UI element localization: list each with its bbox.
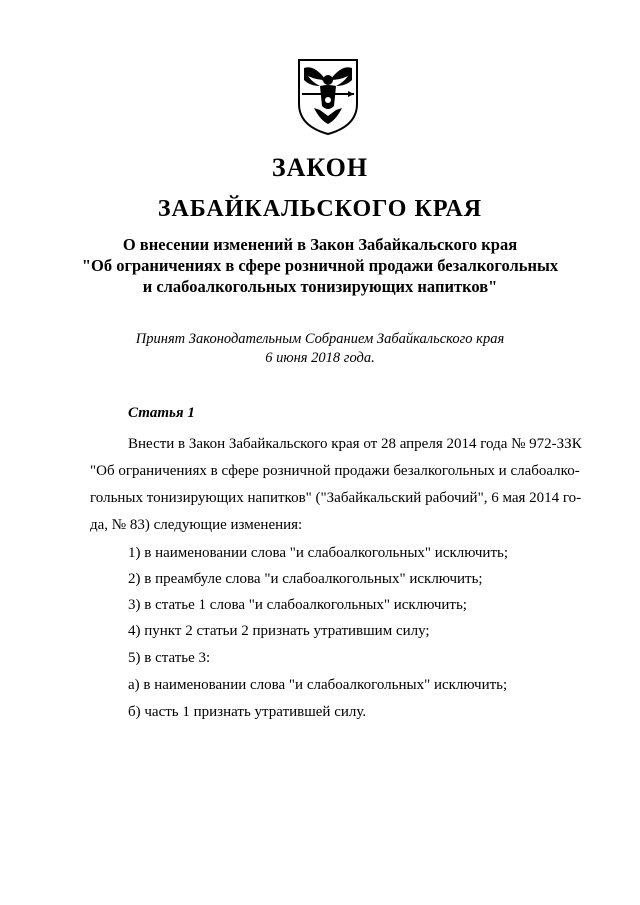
- list-item: 2) в преамбуле слова "и слабоалкогольных" исключить;: [128, 571, 483, 587]
- subtitle-line: и слабоалкогольных тонизирующих напитков": [142, 277, 498, 296]
- body-line: да, № 83) следующие изменения:: [90, 517, 303, 533]
- eagle-coat-of-arms-icon: [296, 58, 360, 136]
- list-item: 1) в наименовании слова "и слабоалкогольных" исключить;: [128, 545, 509, 561]
- list-item: б) часть 1 признать утратившей силу.: [128, 704, 367, 720]
- list-item: 4) пункт 2 статьи 2 признать утратившим силу;: [128, 623, 430, 639]
- body-line: Внести в Закон Забайкальского края от 28 апреля 2014 года № 972-ЗЗК: [128, 436, 582, 452]
- body-line: "Об ограничениях в сфере розничной продажи безалкогольных и слабоалко-: [90, 463, 580, 479]
- list-item: 3) в статье 1 слова "и слабоалкогольных" исключить;: [128, 597, 467, 613]
- region-title: ЗАБАЙКАЛЬСКОГО КРАЯ: [157, 196, 483, 222]
- law-subtitle: [40, 234, 600, 297]
- body-line: гольных тонизирующих напитков" ("Забайкальский рабочий", 6 мая 2014 го-: [90, 490, 582, 506]
- adoption-line: Принят Законодательным Собранием Забайкальского края: [135, 331, 505, 347]
- subtitle-line: О внесении изменений в Закон Забайкальского края: [122, 235, 518, 254]
- article-heading: Статья 1: [128, 405, 195, 421]
- law-title: ЗАКОН: [271, 153, 369, 182]
- subtitle-line: "Об ограничениях в сфере розничной продажи безалкогольных: [81, 256, 559, 275]
- adoption-date: 6 июня 2018 года.: [265, 350, 375, 366]
- list-item: а) в наименовании слова "и слабоалкогольных" исключить;: [128, 677, 508, 693]
- adoption-note: [40, 330, 600, 368]
- list-item: 5) в статье 3:: [128, 650, 211, 666]
